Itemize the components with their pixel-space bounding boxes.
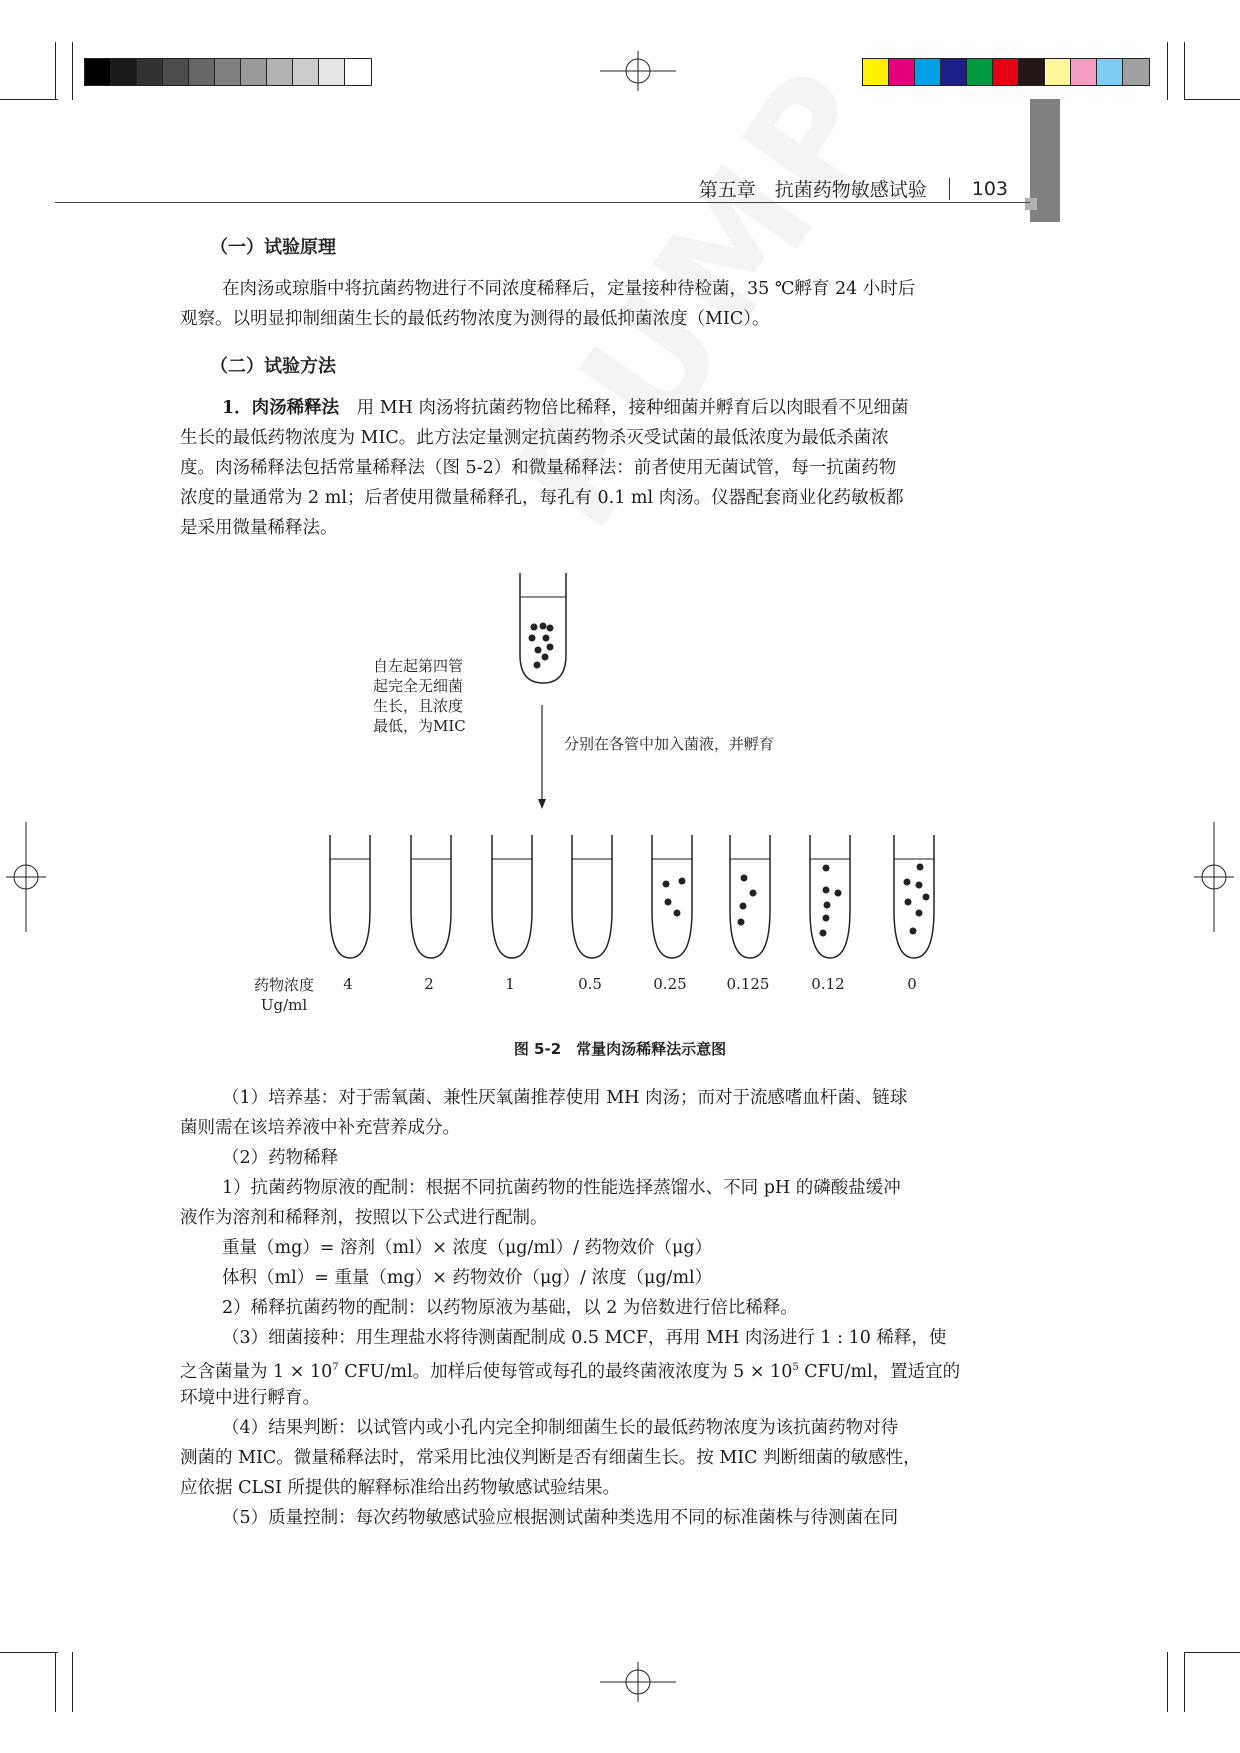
method-line-text: 用 MH 肉汤将抗菌药物倍比稀释，接种细菌并孵育后以肉眼看不见细菌 <box>339 398 909 418</box>
crop-mark <box>0 99 58 100</box>
dilution-tube <box>330 835 370 958</box>
registration-mark-bottom <box>600 1662 676 1702</box>
broth-dilution-diagram <box>300 565 960 965</box>
method-line: 是采用微量稀释法。 <box>180 518 338 538</box>
figure-caption: 图 5-2 常量肉汤稀释法示意图 <box>513 1040 727 1058</box>
calibration-swatch <box>1019 59 1045 85</box>
calibration-swatch <box>1045 59 1071 85</box>
crop-mark <box>0 1652 58 1653</box>
body-text: 之含菌量为 1 × 10 <box>180 1361 333 1382</box>
body-line: （2）药物稀释 <box>222 1148 339 1168</box>
method-heading: （二）试验方法 <box>210 356 336 377</box>
calibration-swatch <box>137 59 163 85</box>
calibration-swatch <box>1123 59 1149 85</box>
body-line: （1）培养基：对于需氧菌、兼性厌氧菌推荐使用 MH 肉汤；而对于流感嗜血杆菌、链球 <box>222 1088 908 1108</box>
concentration-unit: Ug/ml <box>260 996 308 1014</box>
calibration-swatch <box>267 59 293 85</box>
calibration-swatch <box>915 59 941 85</box>
formula-weight: 重量（mg）= 溶剂（ml）× 浓度（μg/ml）/ 药物效价（μg） <box>222 1238 713 1258</box>
calibration-swatch <box>215 59 241 85</box>
body-line: （3）细菌接种：用生理盐水将待测菌配制成 0.5 MCF，再用 MH 肉汤进行 1 : 10 稀释，使 <box>222 1328 947 1348</box>
body-line: （5）质量控制：每次药物敏感试验应根据测试菌种类选用不同的标准菌株与待测菌在同 <box>222 1508 899 1528</box>
principle-heading: （一）试验原理 <box>210 237 336 258</box>
mic-note <box>373 656 466 736</box>
calibration-swatch <box>163 59 189 85</box>
calibration-swatch <box>993 59 1019 85</box>
concentration-value: 0.5 <box>578 975 602 993</box>
formula-volume: 体积（ml）= 重量（mg）× 药物效价（μg）/ 浓度（μg/ml） <box>222 1268 713 1288</box>
body-line: 菌则需在该培养液中补充营养成分。 <box>180 1118 460 1138</box>
mic-note-line: 生长，且浓度 <box>373 697 464 715</box>
dilution-tube <box>492 835 532 958</box>
method-line <box>222 393 909 423</box>
dilution-tube <box>894 835 934 958</box>
crop-mark <box>1167 1652 1168 1712</box>
body-text: CFU/ml，置适宜的 <box>798 1361 961 1382</box>
crop-mark <box>1184 1652 1185 1712</box>
gray-calibration-bar <box>84 58 372 86</box>
dilution-tube <box>652 835 692 958</box>
method-line: 度。肉汤稀释法包括常量稀释法（图 5-2）和微量稀释法：前者使用无菌试管，每一抗菌药物 <box>180 458 897 478</box>
registration-mark-right <box>1194 822 1234 932</box>
dilution-tube <box>730 835 770 958</box>
registration-mark-top <box>600 51 676 91</box>
concentration-value: 0.12 <box>811 975 845 993</box>
chapter-tab-marker <box>1025 198 1037 210</box>
registration-mark-left <box>6 822 46 932</box>
crop-mark <box>1184 99 1240 100</box>
body-line: 环境中进行孵育。 <box>180 1388 320 1408</box>
calibration-swatch <box>941 59 967 85</box>
crop-mark <box>55 42 56 100</box>
calibration-swatch <box>293 59 319 85</box>
crop-mark <box>1184 42 1185 100</box>
exponent: 5 <box>792 1362 799 1373</box>
method-line: 浓度的量通常为 2 ml；后者使用微量稀释孔，每孔有 0.1 ml 肉汤。仪器配套商业化药敏板都 <box>180 488 904 508</box>
calibration-swatch <box>967 59 993 85</box>
concentration-value: 0.25 <box>653 975 687 993</box>
header-separator <box>949 178 950 200</box>
header-rule <box>55 202 1030 203</box>
principle-line: 在肉汤或琼脂中将抗菌药物进行不同浓度稀释后，定量接种待检菌，35 ℃孵育 24 小时后 <box>222 279 916 299</box>
body-line: 应依据 CLSI 所提供的解释标准给出药物敏感试验结果。 <box>180 1478 621 1498</box>
calibration-swatch <box>189 59 215 85</box>
dilution-tube <box>810 835 850 958</box>
calibration-swatch <box>863 59 889 85</box>
method-title: 1．肉汤稀释法 <box>222 398 340 418</box>
arrow-label: 分别在各管中加入菌液，并孵育 <box>564 735 775 753</box>
mic-note-line: 最低，为MIC <box>373 717 466 735</box>
concentration-value: 0 <box>907 975 917 993</box>
body-line: 液作为溶剂和稀释剂，按照以下公式进行配制。 <box>180 1208 548 1228</box>
concentration-value: 2 <box>424 975 434 993</box>
crop-mark <box>72 1652 73 1712</box>
crop-mark <box>1167 42 1168 100</box>
mic-note-line: 自左起第四管 <box>373 657 464 675</box>
exponent: 7 <box>332 1362 339 1373</box>
concentration-value: 1 <box>505 975 515 993</box>
method-line: 生长的最低药物浓度为 MIC。此方法定量测定抗菌药物杀灭受试菌的最低浓度为最低杀菌浓 <box>180 428 889 448</box>
calibration-swatch <box>1097 59 1123 85</box>
body-line: 2）稀释抗菌药物的配制：以药物原液为基础，以 2 为倍数进行倍比稀释。 <box>222 1298 798 1318</box>
dilution-tube <box>411 835 451 958</box>
crop-mark <box>55 1652 56 1712</box>
color-calibration-bar <box>862 58 1150 86</box>
body-text: CFU/ml。加样后使每管或每孔的最终菌液浓度为 5 × 10 <box>338 1361 793 1382</box>
inoculum-tube <box>520 573 566 683</box>
calibration-swatch <box>889 59 915 85</box>
calibration-swatch <box>85 59 111 85</box>
chapter-title: 第五章 抗菌药物敏感试验 <box>698 179 927 201</box>
down-arrow-icon <box>538 705 546 809</box>
body-line: 测菌的 MIC。微量稀释法时，常采用比浊仪判断是否有细菌生长。按 MIC 判断细菌的敏感性， <box>180 1448 921 1468</box>
crop-mark <box>72 42 73 100</box>
calibration-swatch <box>241 59 267 85</box>
mic-note-line: 起完全无细菌 <box>373 677 464 695</box>
calibration-swatch <box>1071 59 1097 85</box>
concentration-label <box>254 975 314 1015</box>
body-line <box>180 1353 960 1387</box>
crop-mark <box>1184 1652 1240 1653</box>
calibration-swatch <box>345 59 371 85</box>
concentration-value: 0.125 <box>726 975 770 993</box>
body-line: 1）抗菌药物原液的配制：根据不同抗菌药物的性能选择蒸馏水、不同 pH 的磷酸盐缓冲 <box>222 1178 901 1198</box>
page-number: 103 <box>971 177 1008 200</box>
calibration-swatch <box>319 59 345 85</box>
principle-line: 观察。以明显抑制细菌生长的最低药物浓度为测得的最低抑菌浓度（MIC）。 <box>180 309 770 329</box>
body-line: （4）结果判断：以试管内或小孔内完全抑制细菌生长的最低药物浓度为该抗菌药物对待 <box>222 1418 899 1438</box>
running-head <box>699 175 1008 202</box>
concentration-value: 4 <box>343 975 353 993</box>
dilution-tube <box>572 835 612 958</box>
calibration-swatch <box>111 59 137 85</box>
concentration-label-text: 药物浓度 <box>254 976 315 994</box>
